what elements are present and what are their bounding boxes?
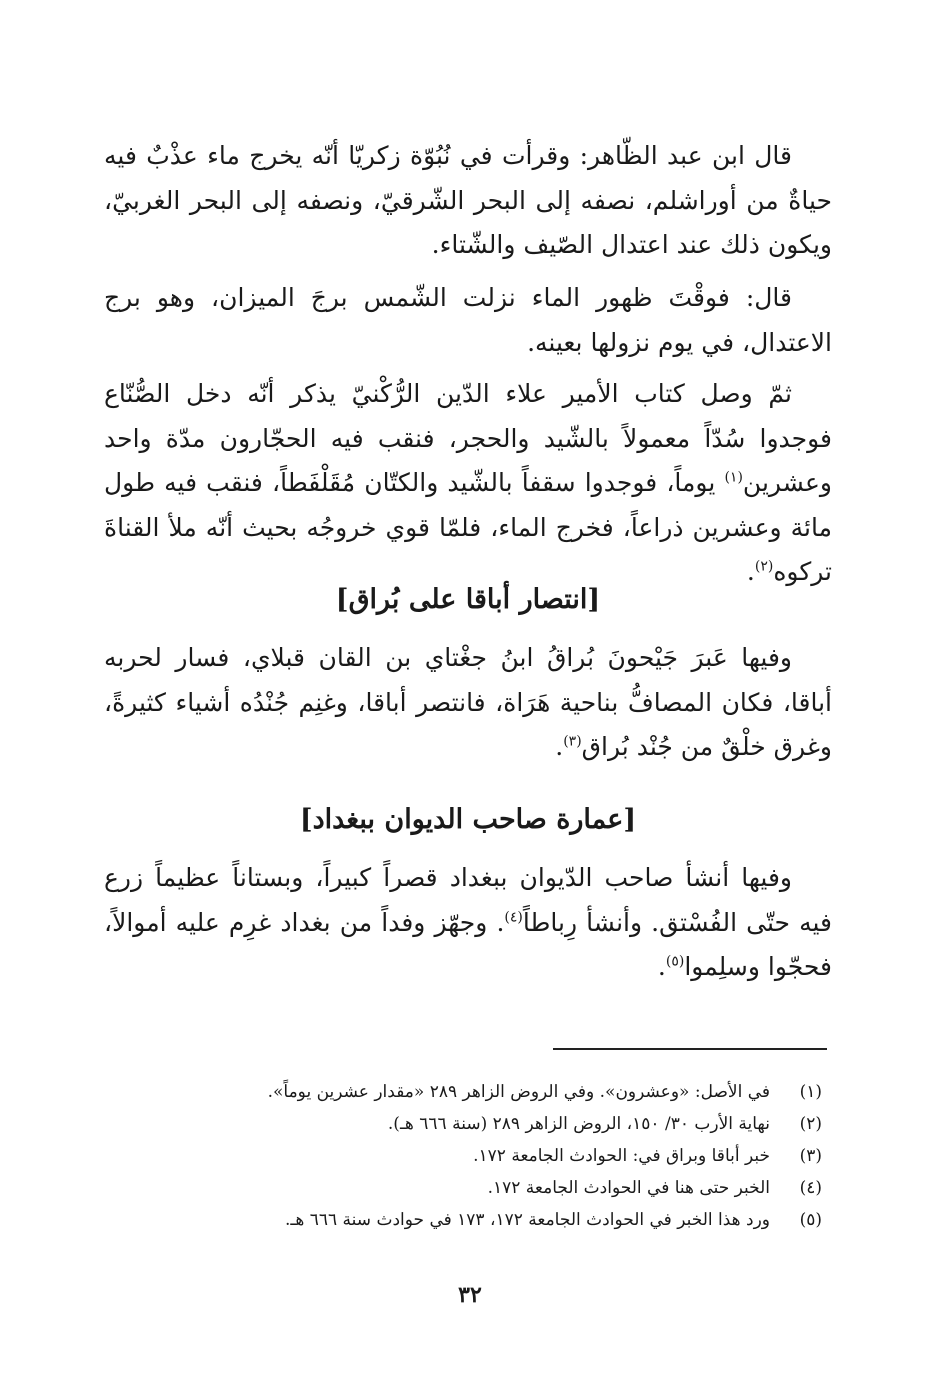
footnote-number: (٣) [799,1146,822,1166]
footnote-ref-4[interactable]: (٤) [504,909,523,926]
footnote-text: في الأصل: «وعشرون». وفي الروض الزاهر ٢٨٩ «مقدار عشرين يوماً». [267,1082,770,1102]
footnote-item [104,1108,832,1140]
paragraph-abaqa-victory: وفيها عَبرَ جَيْحونَ بُراقُ ابنُ جغْتاي بن القان قبلاي، فسار لحربه أباقا، فكان المصافُّ بناحية هَرَاة، فانتصر أباقا، وغنِم جُنْدُه أشياء كثيرةً، وغرق خلْقٌ من جُنْد بُراق$^{(٣)}$. [104,643,832,761]
footnote-ref-1[interactable]: (١) [724,469,743,486]
paragraph-baghdad-palace: وفيها أنشأ صاحب الدّيوان ببغداد قصراً كبيراً، وبستاناً عظيماً زرع فيه حتّى الفُسْتق. وأنشأ رِباطاً$^{(٤)}$. وجهّز وفداً من بغداد غرِم عليه أموالاً، فحجّوا وسلِموا$^{(٥)}$. [104,863,832,981]
footnote-number: (٤) [799,1178,822,1198]
body-section-1 [104,134,832,268]
body-section-2 [104,276,832,365]
footnote-text: خبر أباقا وبراق في: الحوادث الجامعة ١٧٢. [473,1146,770,1166]
paragraph-sun-libra: قال: فوقْتَ ظهور الماء نزلت الشّمس برجَ الميزان، وهو برج الاعتدال، في يوم نزولها بعينه. [104,283,832,357]
section-heading-baghdad-construction: [عمارة صاحب الديوان ببغداد] [299,804,637,835]
footnote-number: (٥) [799,1210,822,1230]
body-section-4 [104,636,832,770]
body-section-3 [104,372,832,595]
footnote-item [104,1076,832,1108]
footnote-ref-3[interactable]: (٣) [563,733,582,750]
footnote-divider [553,1048,827,1050]
footnote-item [104,1172,832,1204]
footnote-number: (٢) [799,1114,822,1134]
page-number: ٣٢ [458,1282,482,1308]
footnote-ref-2[interactable]: (٢) [754,558,774,575]
footnote-text: نهاية الأرب ٣٠/ ١٥٠، الروض الزاهر ٢٨٩ (سنة ٦٦٦ هـ). [387,1114,770,1134]
footnote-number: (١) [799,1082,822,1102]
paragraph-dam-discovery: ثمّ وصل كتاب الأمير علاء الدّين الرُّكْنيّ يذكر أنّه دخل الصُّنّاع فوجدوا سُدّاً معمولاً بالشّيد والحجر، فنقب فيه الحجّارون مدّة واحد وعشرين$^{(١)}$ يوماً، فوجدوا سقفاً بالشّيد والكتّان مُقَلْفَطاً، فنقب فيه طول مائة وعشرين ذراعاً، فخرج الماء، فلمّا قوي خروجُه بحيث أنّه ملأ القناةَ تركوه$^{(٢)}$. [104,379,832,586]
footnote-text: الخبر حتى هنا في الحوادث الجامعة ١٧٢. [487,1178,770,1198]
footnotes-list [104,1076,832,1236]
footnote-item [104,1204,832,1236]
footnote-ref-5[interactable]: (٥) [665,953,685,970]
footnote-item [104,1140,832,1172]
footnote-text: ورد هذا الخبر في الحوادث الجامعة ١٧٢، ١٧٣ في حوادث سنة ٦٦٦ هـ. [284,1210,770,1230]
section-heading-abaqa-buraq: [انتصار أباقا على بُراق] [335,584,601,615]
body-section-5 [104,856,832,990]
paragraph-water-spring: قال ابن عبد الظّاهر: وقرأت في نُبُوّة زكريّا أنّه يخرج ماء عذْبٌ فيه حياةٌ من أوراشلم، نصفه إلى البحر الشّرقيّ، ونصفه إلى البحر الغربيّ، ويكون ذلك عند اعتدال الصّيف والشّتاء. [104,141,832,259]
